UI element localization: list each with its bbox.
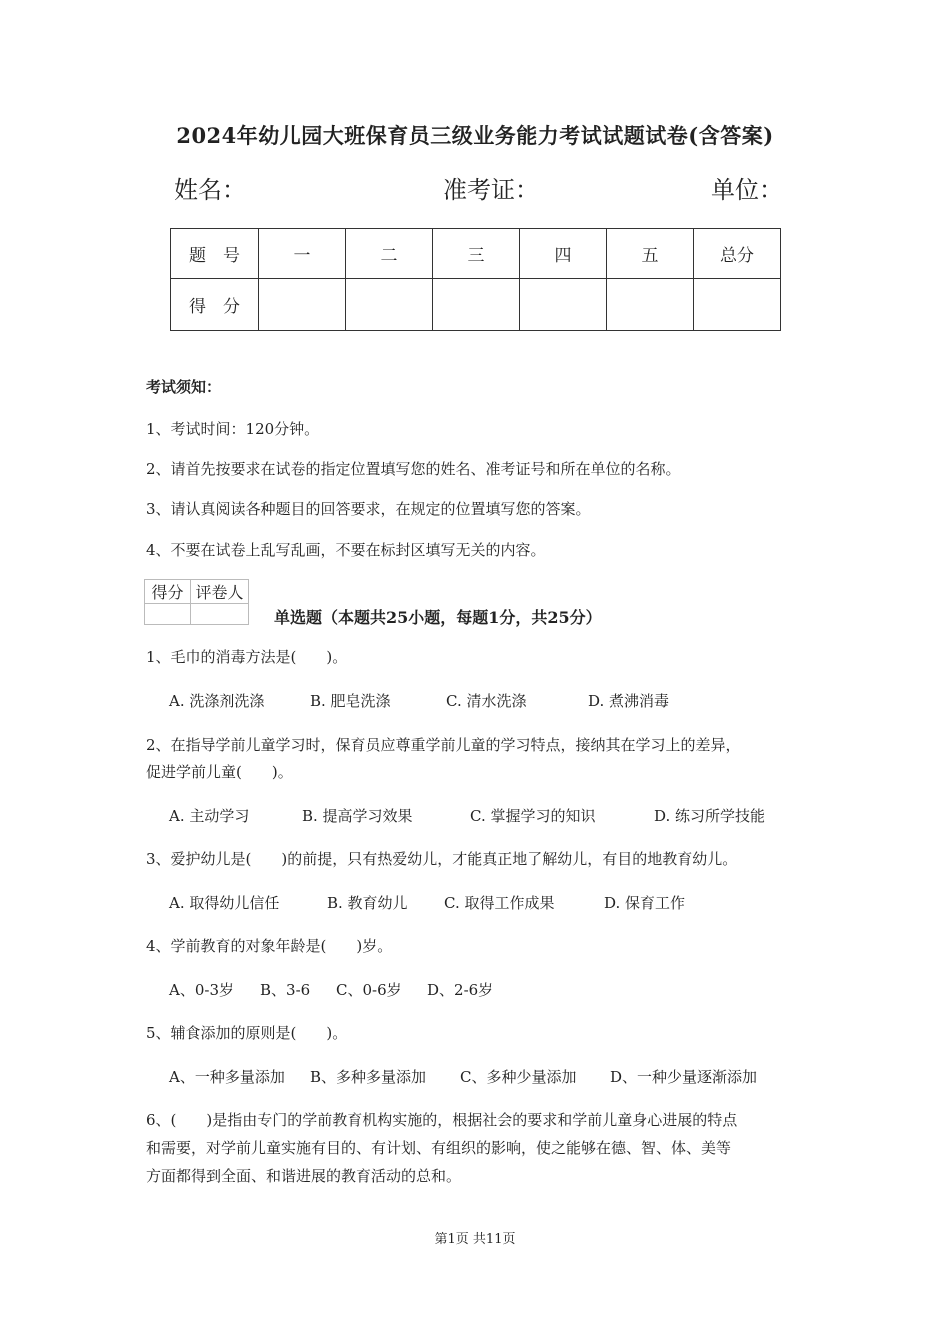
score-cell-1[interactable] (259, 279, 346, 331)
option[interactable]: D. 练习所学技能 (654, 807, 766, 825)
question-text: 5、辅食添加的原则是( )。 (146, 1024, 348, 1042)
exam-title: 2024年幼儿园大班保育员三级业务能力考试试题试卷(含答案) (176, 123, 774, 148)
unit-label: 单位： (711, 176, 783, 204)
score-header-1: 一 (259, 229, 346, 279)
option[interactable]: C、0-6岁 (336, 981, 402, 999)
notice-item: 4、不要在试卷上乱写乱画，不要在标封区填写无关的内容。 (146, 541, 546, 559)
option[interactable]: A、一种多量添加 (169, 1068, 285, 1086)
score-header-4: 四 (520, 229, 607, 279)
grader-box (144, 579, 249, 625)
option[interactable]: C. 清水洗涤 (446, 692, 527, 710)
option[interactable]: A. 主动学习 (169, 807, 250, 825)
score-cell-5[interactable] (607, 279, 694, 331)
score-header-3: 三 (433, 229, 520, 279)
score-cell-3[interactable] (433, 279, 520, 331)
question-text: 6、( )是指由专门的学前教育机构实施的，根据社会的要求和学前儿童身心进展的特点 (146, 1111, 738, 1129)
question-text: 2、在指导学前儿童学习时，保育员应尊重学前儿童的学习特点，接纳其在学习上的差异， (146, 736, 741, 754)
score-header-5: 五 (607, 229, 694, 279)
option[interactable]: A. 洗涤剂洗涤 (169, 692, 265, 710)
question-text: 方面都得到全面、和谐进展的教育活动的总和。 (146, 1167, 462, 1185)
option[interactable]: A. 取得幼儿信任 (169, 894, 280, 912)
notice-heading: 考试须知： (146, 378, 222, 396)
score-header-total: 总分 (694, 229, 781, 279)
exam-id-label: 准考证： (443, 176, 539, 204)
option[interactable]: C、多种少量添加 (460, 1068, 577, 1086)
option[interactable]: B. 教育幼儿 (327, 894, 408, 912)
score-table (170, 228, 781, 331)
score-cell-4[interactable] (520, 279, 607, 331)
score-header-2: 二 (346, 229, 433, 279)
notice-item: 1、考试时间：120分钟。 (146, 420, 320, 438)
question-options (169, 892, 685, 914)
question-options (169, 1066, 757, 1088)
option[interactable]: B、多种多量添加 (310, 1068, 427, 1086)
notice-item: 3、请认真阅读各种题目的回答要求，在规定的位置填写您的答案。 (146, 500, 591, 518)
option[interactable]: C. 取得工作成果 (444, 894, 555, 912)
option[interactable]: D. 煮沸消毒 (588, 692, 670, 710)
grader-name-cell[interactable] (191, 604, 249, 625)
question-text: 和需要，对学前儿童实施有目的、有计划、有组织的影响，使之能够在德、智、体、美等 (146, 1139, 732, 1157)
question-options (169, 805, 765, 827)
question-text: 1、毛巾的消毒方法是( )。 (146, 648, 348, 666)
grader-name-label: 评卷人 (191, 580, 249, 604)
score-row-label: 得 分 (171, 279, 259, 331)
question-text: 3、爱护幼儿是( )的前提，只有热爱幼儿，才能真正地了解幼儿，有目的地教育幼儿。 (146, 850, 738, 868)
question-text: 4、学前教育的对象年龄是( )岁。 (146, 937, 393, 955)
option[interactable]: C. 掌握学习的知识 (470, 807, 596, 825)
question-options (169, 979, 493, 1001)
option[interactable]: D、一种少量逐渐添加 (610, 1068, 758, 1086)
score-cell-total[interactable] (694, 279, 781, 331)
question-options (169, 690, 669, 712)
section-title: 单选题（本题共25小题，每题1分，共25分） (274, 608, 602, 627)
option[interactable]: B. 肥皂洗涤 (310, 692, 391, 710)
option[interactable]: D、2-6岁 (427, 981, 494, 999)
option[interactable]: B. 提高学习效果 (302, 807, 413, 825)
grader-score-cell[interactable] (145, 604, 191, 625)
question-text: 促进学前儿童( )。 (146, 763, 293, 781)
page-footer: 第1页 共11页 (434, 1232, 516, 1247)
score-cell-2[interactable] (346, 279, 433, 331)
name-label: 姓名： (174, 176, 246, 204)
grader-score-label: 得分 (145, 580, 191, 604)
option[interactable]: D. 保育工作 (604, 894, 686, 912)
option[interactable]: A、0-3岁 (169, 981, 234, 999)
notice-item: 2、请首先按要求在试卷的指定位置填写您的姓名、准考证号和所在单位的名称。 (146, 460, 681, 478)
option[interactable]: B、3-6 (260, 981, 311, 999)
score-header-label: 题 号 (171, 229, 259, 279)
